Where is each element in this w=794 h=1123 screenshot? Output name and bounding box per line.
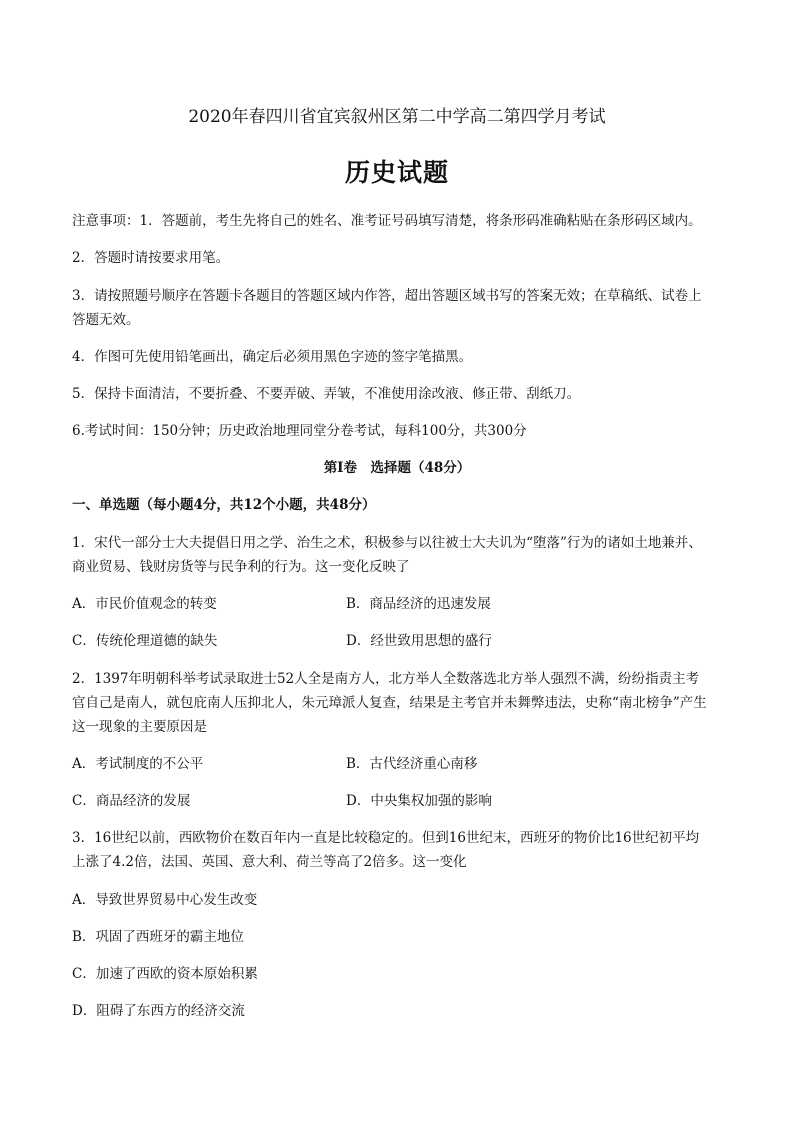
question-stem-line: 官自己是南人，就包庇南人压抑北人，朱元璋派人复查，结果是主考官并未舞弊违法，史称“南北榜争”产生: [72, 695, 707, 711]
question-stem-line: 上涨了4.2倍，法国、英国、意大利、荷兰等高了2倍多。这一变化: [72, 854, 467, 870]
option-c: C．加速了西欧的资本原始积累: [72, 966, 258, 982]
question-stem-line: 2．1397年明朝科举考试录取进士52人全是南方人，北方举人全数落选北方举人强烈不满，纷纷指责主考: [72, 671, 700, 687]
question-stem-line: 3．16世纪以前，西欧物价在数百年内一直是比较稳定的。但到16世纪末，西班牙的物价比16世纪初平均: [72, 830, 700, 846]
option-b: B．巩固了西班牙的霸主地位: [72, 929, 244, 945]
option-d: D．中央集权加强的影响: [346, 793, 492, 809]
option-c: C．传统伦理道德的缺失: [72, 633, 218, 649]
section-title: 第Ⅰ卷 选择题（48分）: [323, 460, 471, 476]
question-stem-line: 1．宋代一部分士大夫提倡日用之学、治生之术，积极参与以往被士大夫讥为“堕落”行为的诸如土地兼并、: [72, 535, 702, 551]
question-stem-line: 这一现象的主要原因是: [72, 719, 207, 735]
option-d: D．阻碍了东西方的经济交流: [72, 1003, 245, 1019]
note-line: 2．答题时请按要求用笔。: [72, 250, 230, 266]
note-line: 5．保持卡面清洁，不要折叠、不要弄破、弄皱，不准使用涂改液、修正带、刮纸刀。: [72, 386, 581, 402]
note-line: 6.考试时间：150分钟；历史政治地理同堂分卷考试，每科100分，共300分: [72, 423, 527, 439]
note-line: 答题无效。: [72, 312, 140, 328]
part-heading: 一、单选题（每小题4分，共12个小题，共48分）: [72, 497, 376, 513]
note-line: 3．请按照题号顺序在答题卡各题目的答题区域内作答，超出答题区域书写的答案无效；在草稿纸、试卷上: [72, 288, 702, 304]
option-d: D．经世致用思想的盛行: [346, 633, 492, 649]
note-line: 4．作图可先使用铅笔画出，确定后必须用黑色字迹的签字笔描黑。: [72, 349, 473, 365]
question-stem-line: 商业贸易、钱财房货等与民争利的行为。这一变化反映了: [72, 559, 410, 575]
exam-title: 2020年春四川省宜宾叙州区第二中学高二第四学月考试: [188, 107, 606, 127]
option-a: A．考试制度的不公平: [72, 756, 204, 772]
option-b: B．古代经济重心南移: [346, 756, 478, 772]
option-a: A．市民价值观念的转变: [72, 596, 217, 612]
option-a: A．导致世界贸易中心发生改变: [72, 892, 258, 908]
note-line: 注意事项：1．答题前，考生先将自己的姓名、准考证号码填写清楚，将条形码准确粘贴在条形码区域内。: [72, 213, 702, 229]
option-b: B．商品经济的迅速发展: [346, 596, 491, 612]
subject-title: 历史试题: [344, 158, 449, 187]
option-c: C．商品经济的发展: [72, 793, 191, 809]
